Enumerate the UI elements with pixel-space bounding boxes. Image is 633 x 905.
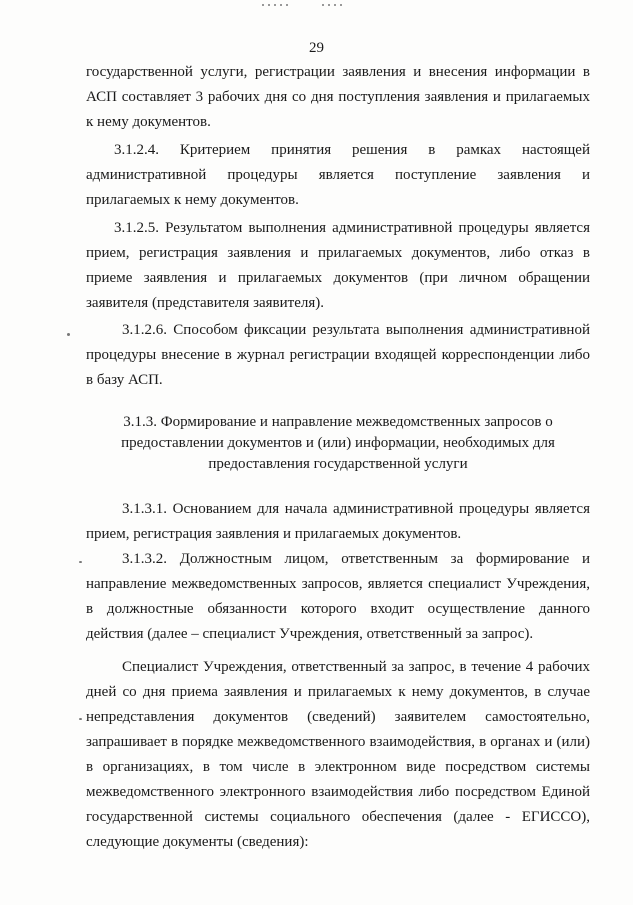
scan-artifact (262, 4, 292, 6)
paragraph-3-1-2-4: 3.1.2.4. Критерием принятия решения в рамках настоящей административной процедуры является поступление заявления и прилагаемых к нему документов. (86, 142, 590, 208)
paragraph-3-1-2-5: 3.1.2.5. Результатом выполнения административной процедуры является прием, регистрация заявления и прилагаемых документов, либо отказ в приеме заявления и прилагаемых документов (при личном обращении заявителя (представителя заявителя). (86, 220, 590, 311)
page-number: 29 (309, 40, 324, 56)
paragraph-specialist: Специалист Учреждения, ответственный за запрос, в течение 4 рабочих дней со дня приема заявления и прилагаемых к нему документов, в случае непредставления документов (сведений) заявителем самостоятельно, запрашивает в порядке межведомственного взаимодействия, в органах и (или) в организациях, в том числе в электронном виде посредством системы межведомственного электронного взаимодействия либо посредством Единой государственной системы социального обеспечения (далее - ЕГИССО), следующие документы (сведения): (86, 659, 590, 850)
paragraph-3-1-2-6: 3.1.2.6. Способом фиксации результата выполнения административной процедуры внесение в журнал регистрации входящей корреспонденции либо в базу АСП. (86, 322, 590, 388)
paragraph-3-1-3-2: 3.1.3.2. Должностным лицом, ответственным за формирование и направление межведомственных запросов, является специалист Учреждения, в должностные обязанности которого входит осуществление данного действия (далее – специалист Учреждения, ответственный за запрос). (86, 551, 590, 642)
paragraph-3-1-3-1: 3.1.3.1. Основанием для начала административной процедуры является прием, регистрация заявления и прилагаемых документов. (86, 501, 590, 542)
paragraph-continuation: государственной услуги, регистрации заявления и внесения информации в АСП составляет 3 рабочих дня со дня поступления заявления и прилагаемых к нему документов. (86, 64, 590, 130)
scan-speck (79, 561, 82, 563)
scan-artifact (322, 4, 344, 6)
scan-speck (67, 333, 70, 336)
section-heading: 3.1.3. Формирование и направление межведомственных запросов о предоставлении документов и (или) информации, необходимых для предоставления государственной услуги (121, 414, 555, 472)
scan-speck (79, 718, 82, 720)
